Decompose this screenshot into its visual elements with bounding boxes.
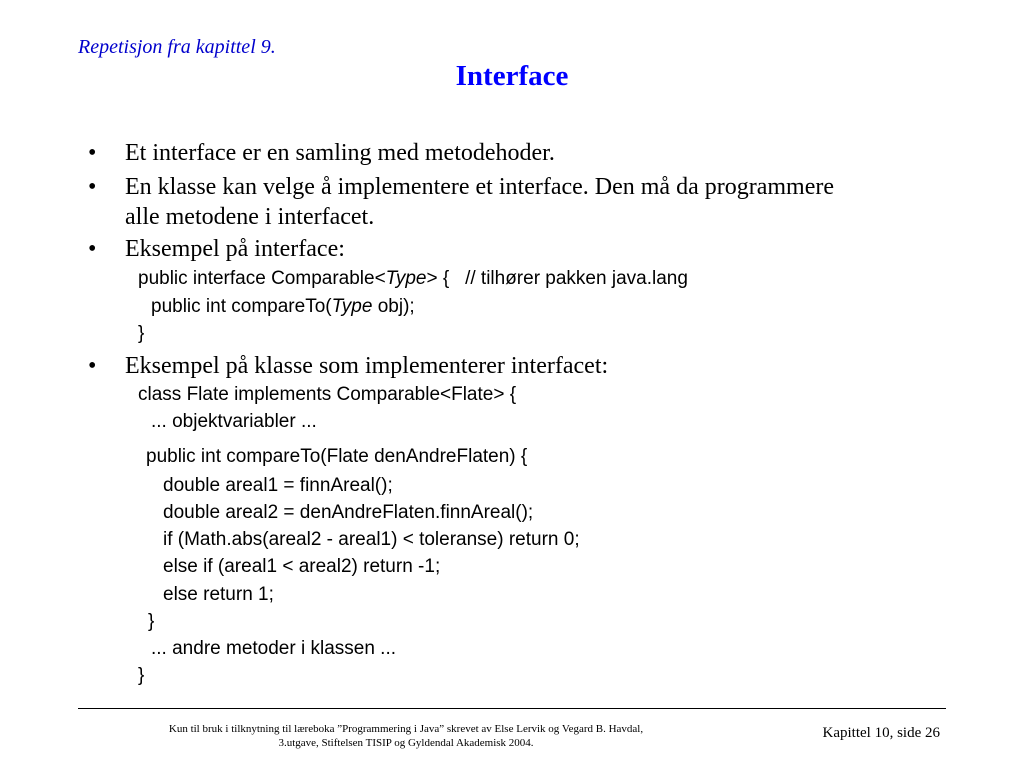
bullet-text: En klasse kan velge å implementere et interface. Den må da programmere alle metodene i interfacet. — [125, 174, 835, 230]
footer-note-line: 3.utgave, Stiftelsen TISIP og Gyldendal Akademisk 2004. — [278, 737, 534, 749]
class-code-line: double areal1 = finnAreal(); — [163, 475, 393, 496]
code-type-param: Type — [385, 268, 427, 289]
footer-divider — [78, 708, 946, 709]
bullet-symbol: • — [88, 236, 97, 262]
page-number: Kapittel 10, side 26 — [822, 725, 940, 741]
interface-code-line: } — [138, 323, 145, 344]
class-code-line: ... andre metoder i klassen ... — [151, 638, 397, 659]
bullet-item — [88, 172, 848, 232]
class-code-line: else if (areal1 < areal2) return -1; — [163, 556, 441, 577]
code-segment: > { // tilhører pakken java.lang — [426, 268, 688, 289]
code-segment: obj); — [372, 296, 415, 317]
code-segment: public int compareTo( — [151, 296, 332, 317]
class-code-line: } — [148, 611, 155, 632]
bullet-item — [88, 138, 848, 168]
bullet-item — [88, 234, 848, 264]
class-code-line: class Flate implements Comparable<Flate> { — [138, 384, 517, 405]
code-type-param: Type — [331, 296, 373, 317]
interface-code-line — [151, 295, 415, 319]
bullet-symbol: • — [88, 174, 97, 200]
chapter-reference: Repetisjon fra kapittel 9. — [78, 36, 276, 58]
class-code-line: } — [138, 665, 145, 686]
bullet-text: Et interface er en samling med metodehoder. — [125, 140, 555, 166]
footer-note — [150, 722, 662, 750]
class-code-line: public int compareTo(Flate denAndreFlaten) { — [146, 446, 528, 467]
bullet-symbol: • — [88, 353, 97, 379]
bullet-symbol: • — [88, 140, 97, 166]
footer-note-line: Kun til bruk i tilknytning til læreboka ”Programmering i Java” skrevet av Else Lervik og Vegard B. Havdal, — [168, 723, 644, 735]
bullet-text: Eksempel på klasse som implementerer interfacet: — [125, 353, 609, 379]
code-segment: public interface Comparable< — [138, 268, 386, 289]
bullet-text: Eksempel på interface: — [125, 236, 345, 262]
class-code-line: double areal2 = denAndreFlaten.finnAreal(); — [163, 502, 534, 523]
class-code-line: ... objektvariabler ... — [151, 411, 317, 432]
slide-title: Interface — [455, 60, 569, 92]
bullet-item — [88, 351, 848, 381]
class-code-line: if (Math.abs(areal2 - areal1) < toleranse) return 0; — [163, 529, 580, 550]
interface-code-line — [138, 267, 688, 291]
class-code-line: else return 1; — [163, 584, 274, 605]
